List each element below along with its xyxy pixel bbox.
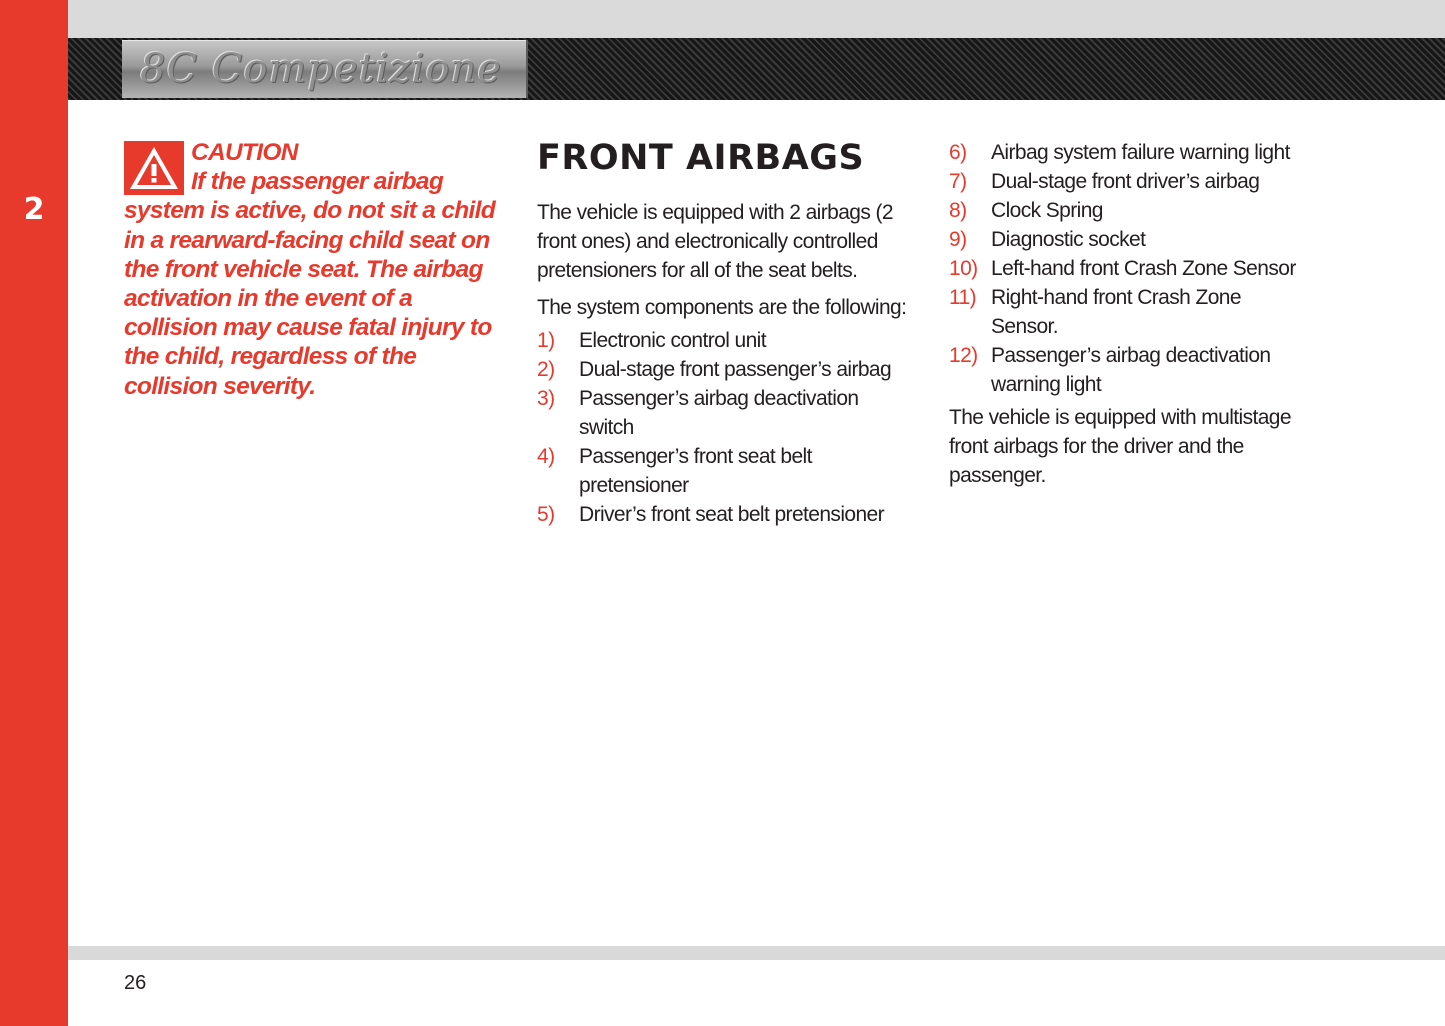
footer-band <box>68 946 1445 960</box>
list-item <box>537 326 917 355</box>
caution-box <box>124 138 502 401</box>
list-item-text: Dual-stage front passenger’s airbag <box>579 358 892 381</box>
list-item <box>949 138 1309 167</box>
brand-logo <box>122 40 528 98</box>
list-item <box>949 254 1309 283</box>
list-item <box>537 442 917 500</box>
list-item <box>537 384 917 442</box>
list-item-number: 2) <box>537 358 555 381</box>
section-title: FRONT AIRBAGS <box>537 138 865 178</box>
list-item-number: 1) <box>537 329 555 352</box>
list-item-number: 3) <box>537 387 555 410</box>
components-list-continued <box>949 138 1309 399</box>
list-item <box>949 283 1309 341</box>
section-main-column <box>537 136 917 529</box>
brand-logo-text: 8C Competizione <box>140 46 502 92</box>
list-item-text: Electronic control unit <box>579 329 766 352</box>
list-item-number: 11) <box>949 286 976 309</box>
list-item-number: 5) <box>537 503 555 526</box>
section-outro: The vehicle is equipped with multistage front airbags for the driver and the passenger. <box>949 406 1291 487</box>
list-item <box>949 225 1309 254</box>
list-item-text: Diagnostic socket <box>991 228 1146 251</box>
list-item-number: 8) <box>949 199 967 222</box>
section-right-column <box>949 138 1309 490</box>
section-intro: The vehicle is equipped with 2 airbags (2 front ones) and electronically controlled pretensioners for all of the seat belts. <box>537 201 893 282</box>
list-item-number: 4) <box>537 445 555 468</box>
chapter-side-tab <box>0 0 68 1026</box>
list-item <box>537 355 917 384</box>
list-item-text: Passenger’s front seat belt pretensioner <box>579 445 812 497</box>
list-item-text: Dual-stage front driver’s airbag <box>991 170 1260 193</box>
list-item-number: 6) <box>949 141 967 164</box>
list-item-text: Passenger’s airbag deactivation warning light <box>991 344 1271 396</box>
list-item-number: 7) <box>949 170 967 193</box>
components-list <box>537 326 917 529</box>
list-item <box>949 196 1309 225</box>
list-item-text: Airbag system failure warning light <box>991 141 1290 164</box>
chapter-number: 2 <box>23 192 45 227</box>
list-item-text: Passenger’s airbag deactivation switch <box>579 387 859 439</box>
list-item-text: Clock Spring <box>991 199 1103 222</box>
list-item <box>949 341 1309 399</box>
list-item <box>537 500 917 529</box>
warning-triangle-icon <box>124 141 184 195</box>
caution-title: CAUTION <box>191 139 298 166</box>
list-item-text: Right-hand front Crash Zone Sensor. <box>991 286 1241 338</box>
list-item-text: Left-hand front Crash Zone Sensor <box>991 257 1296 280</box>
list-item <box>949 167 1309 196</box>
page-number: 26 <box>124 972 147 994</box>
list-item-number: 10) <box>949 257 978 280</box>
list-item-text: Driver’s front seat belt pretensioner <box>579 503 885 526</box>
list-item-number: 9) <box>949 228 967 251</box>
list-item-number: 12) <box>949 344 978 367</box>
caution-text: If the passenger airbag system is active, do not sit a child in a rearward-facing child seat on the front vehicle seat. The airbag activation in the event of a collision may cause fatal injury to the child, regardless of the collision severity. <box>124 168 496 400</box>
header-top-band <box>68 0 1445 38</box>
components-lead: The system components are the following: <box>537 296 907 319</box>
